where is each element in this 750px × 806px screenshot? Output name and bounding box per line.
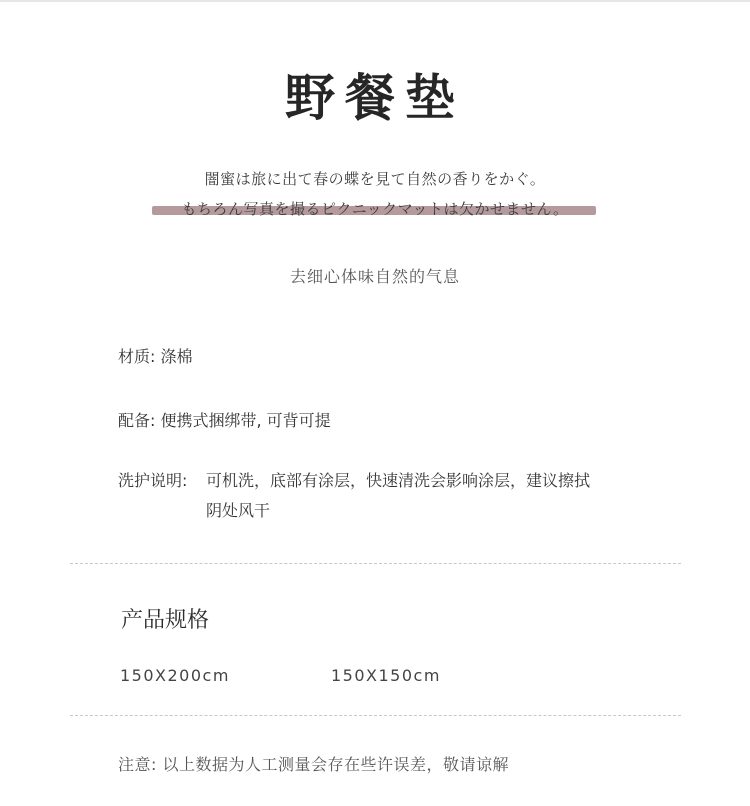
dashed-divider-1 [70,563,681,564]
subtitle: 去细心体味自然的气息 [289,267,460,286]
material-label: 材质: [118,347,156,366]
spec-material [118,342,193,372]
wash-label: 洗护说明: [118,471,188,490]
accessory-label: 配备: [118,411,156,430]
spec-wash [118,466,678,520]
spec-heading: 产品规格 [121,608,210,633]
wash-value-line-2: 阴处风干 [206,501,271,520]
page-title: 野餐垫 [285,68,465,127]
accessory-value: 便携式捆绑带, 可背可提 [160,411,331,430]
wash-value-line-1: 可机洗，底部有涂层，快速清洗会影响涂层，建议擦拭 [206,471,591,490]
size-option-2: 150X150cm [331,666,441,685]
intro-line-2-text: もちろん写真を撮るピクニックマットは欠かせません。 [181,200,569,218]
dashed-divider-2 [70,715,681,716]
disclaimer-note: 注意: 以上数据为人工测量会存在些许误差，敬请谅解 [118,755,509,774]
size-option-1: 150X200cm [120,666,230,685]
spec-accessory [118,406,331,436]
top-divider [0,0,750,2]
intro-line-1: 闇蜜は旅に出て春の蝶を見て自然の香りをかぐ。 [204,170,546,188]
material-value: 涤棉 [160,347,193,366]
intro-line-2 [0,198,750,219]
